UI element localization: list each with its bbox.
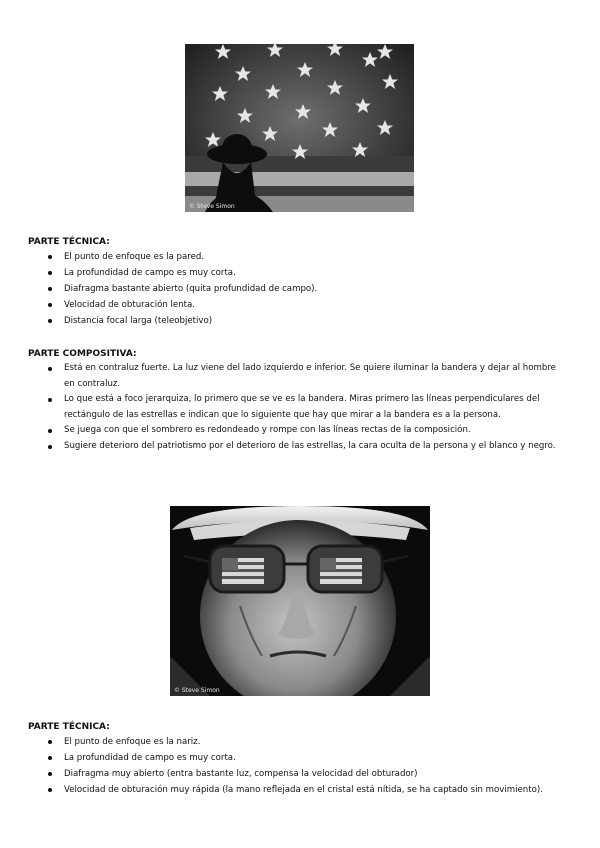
photo-credit: © Steve Simon: [189, 203, 235, 210]
old-man-photo: [170, 506, 430, 696]
bullet-list: [0, 361, 600, 454]
old-man-image: [170, 506, 430, 696]
section-heading: PARTE TÉCNICA:: [28, 237, 110, 247]
list-item: El punto de enfoque es la pared.: [0, 249, 600, 265]
list-item: Lo que está a foco jerarquiza, lo primero que se ve es la bandera. Miras primero las líneas perpendiculares del rectángulo de las estrellas e indican que lo siguiente que hay que mirar a la bandera es a la persona.: [0, 392, 600, 423]
list-item: El punto de enfoque es la nariz.: [0, 734, 600, 750]
list-item: La profundidad de campo es muy corta.: [0, 265, 600, 281]
list-item: Velocidad de obturación muy rápida (la mano reflejada en el cristal está nítida, se ha captado sin movimiento).: [0, 782, 600, 798]
section-heading: PARTE TÉCNICA:: [28, 722, 110, 732]
photo-credit: © Steve Simon: [174, 687, 220, 694]
list-item: Diafragma muy abierto (entra bastante luz, compensa la velocidad del obturador): [0, 766, 600, 782]
list-item: Velocidad de obturación lenta.: [0, 297, 600, 313]
list-item: Está en contraluz fuerte. La luz viene del lado izquierdo e inferior. Se quiere iluminar la bandera y dejar al hombre en contraluz.: [0, 361, 600, 392]
list-item: Sugiere deterioro del patriotismo por el deterioro de las estrellas, la cara oculta de la persona y el blanco y negro.: [0, 439, 600, 455]
flag-shadow-image: [185, 44, 414, 212]
list-item: La profundidad de campo es muy corta.: [0, 750, 600, 766]
bullet-list: [0, 249, 600, 329]
flag-shadow-photo: [185, 44, 414, 212]
list-item: Se juega con que el sombrero es redondeado y rompe con las líneas rectas de la composición.: [0, 423, 600, 439]
bullet-list: [0, 734, 600, 798]
list-item: Diafragma bastante abierto (quita profundidad de campo).: [0, 281, 600, 297]
section-heading: PARTE COMPOSITIVA:: [28, 349, 137, 359]
list-item: Distancia focal larga (teleobjetivo): [0, 313, 600, 329]
